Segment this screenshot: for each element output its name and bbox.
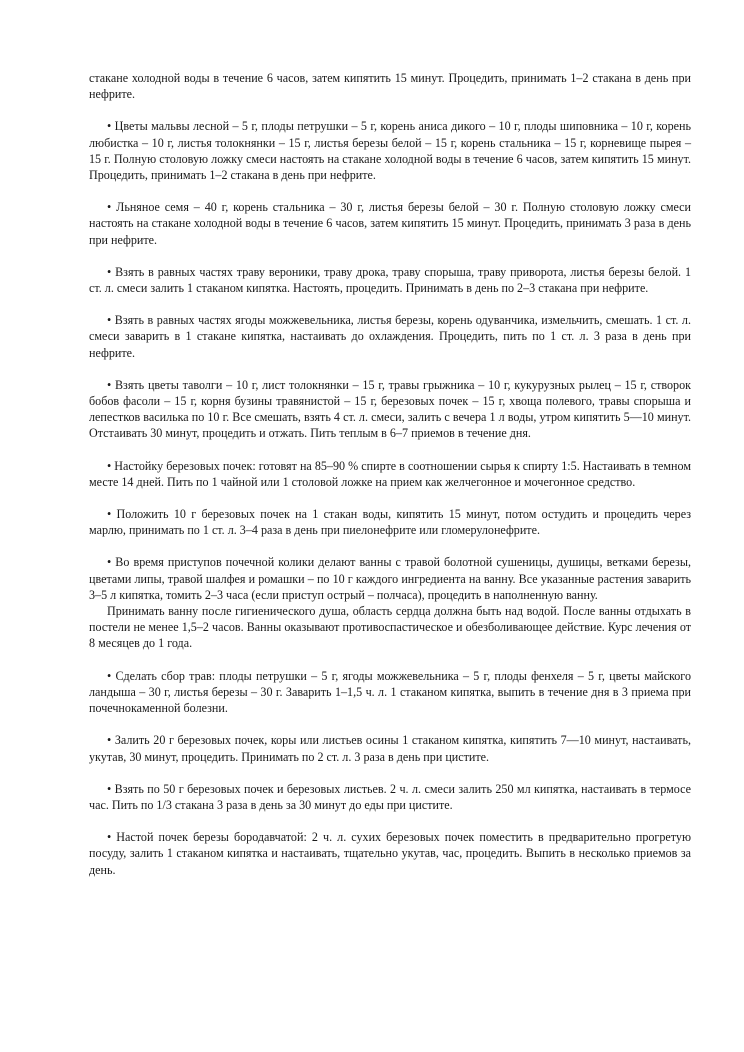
recipe-item: • Взять цветы таволги – 10 г, лист толокнянки – 15 г, травы грыжника – 10 г, кукурузных рылец – 15 г, створок бобов фасоли – 15 г, корня бузины травянистой – 15 г, березовых почек – 15 г, хвоща полевого, травы спорыша и лепестков василька по 10 г. Все смешать, взять 4 ст. л. смеси, залить с вечера 1 л воды, утром кипятить 5—10 минут. Отстаивать 30 минут, процедить и отжать. Пить теплым в 6–7 приемов в течение дня. <box>89 377 691 441</box>
recipe-item: • Во время приступов почечной колики делают ванны с травой болотной сушеницы, душицы, ветками березы, цветами липы, травой шалфея и ромашки – по 10 г каждого ингредиента на ванну. Все указанные растения заварить 3–5 л кипятка, томить 2–3 часа (если приступ острый – полчаса), процедить в наполненную ванну. <box>89 555 691 602</box>
recipe-item: • Взять в равных частях ягоды можжевельника, листья березы, корень одуванчика, измельчить, смешать. 1 ст. л. смеси заварить в 1 стакане кипятка, настаивать до охлаждения. Процедить, пить по 1 ст. л. 3 раза в день при нефрите. <box>89 313 691 360</box>
recipe-item: • Настойку березовых почек: готовят на 85–90 % спирте в соотношении сырья к спирту 1:5. Настаивать в темном месте 14 дней. Пить по 1 чайной или 1 столовой ложке на прием как желчегонное и мочегонное средство. <box>89 458 691 489</box>
recipe-item: • Цветы мальвы лесной – 5 г, плоды петрушки – 5 г, корень аниса дикого – 10 г, плоды шиповника – 10 г, корень любистка – 10 г, листья толокнянки – 15 г, листья березы белой – 15 г, корень стальника – 15 г, корневище пырея – 15 г. Полную столовую ложку смеси настоять на стакане холодной воды в течение 6 часов, затем кипятить 15 минут. Процедить, принимать 1–2 стакана в день при нефрите. <box>89 119 691 183</box>
recipe-item: • Сделать сбор трав: плоды петрушки – 5 г, ягоды можжевельника – 5 г, плоды фенхеля – 5 г, цветы майского ландыша – 30 г, листья березы – 30 г. Заварить 1–1,5 ч. л. 1 стаканом кипятка, выпить в течение дня в 3 приема при почечнокаменной болезни. <box>89 668 691 716</box>
recipe-note: Принимать ванну после гигиенического душа, область сердца должна быть над водой. После ванны отдыхать в постели не менее 1,5–2 часов. Ванны оказывают противоспастическое и обезболивающее действие. Курс лечения от 8 месяцев до 1 года. <box>89 604 691 651</box>
recipe-item: • Взять в равных частях траву вероники, траву дрока, траву спорыша, траву приворота, листья березы белой. 1 ст. л. смеси залить 1 стаканом кипятка. Настоять, процедить. Принимать в день по 2–3 стакана при нефрите. <box>89 264 691 296</box>
document-page <box>89 70 691 878</box>
recipe-item: • Настой почек березы бородавчатой: 2 ч. л. сухих березовых почек поместить в предварительно прогретую посуду, залить 1 стаканом кипятка и настаивать, тщательно укутав, час, процедить. Выпить в несколько приемов за день. <box>89 830 691 877</box>
recipe-item: • Льняное семя – 40 г, корень стальника – 30 г, листья березы белой – 30 г. Полную столовую ложку смеси настоять на стакане холодной воды в течение 6 часов, затем кипятить 15 минут. Процедить, принимать 3 раза в день при нефрите. <box>89 200 691 247</box>
recipe-item: • Залить 20 г березовых почек, коры или листьев осины 1 стаканом кипятка, кипятить 7—10 минут, настаивать, укутав, 30 минут, процедить. Принимать по 2 ст. л. 3 раза в день при цистите. <box>89 733 691 764</box>
recipe-item: • Положить 10 г березовых почек на 1 стакан воды, кипятить 15 минут, потом остудить и процедить через марлю, принимать по 1 ст. л. 3–4 раза в день при пиелонефрите или гломерулонефрите. <box>89 507 691 538</box>
recipe-item: • Взять по 50 г березовых почек и березовых листьев. 2 ч. л. смеси залить 250 мл кипятка, настаивать в термосе час. Пить по 1/3 стакана 3 раза в день за 30 минут до еды при цистите. <box>89 781 691 812</box>
paragraph-continuation: стакане холодной воды в течение 6 часов, затем кипятить 15 минут. Процедить, принимать 1–2 стакана в день при нефрите. <box>89 71 691 102</box>
